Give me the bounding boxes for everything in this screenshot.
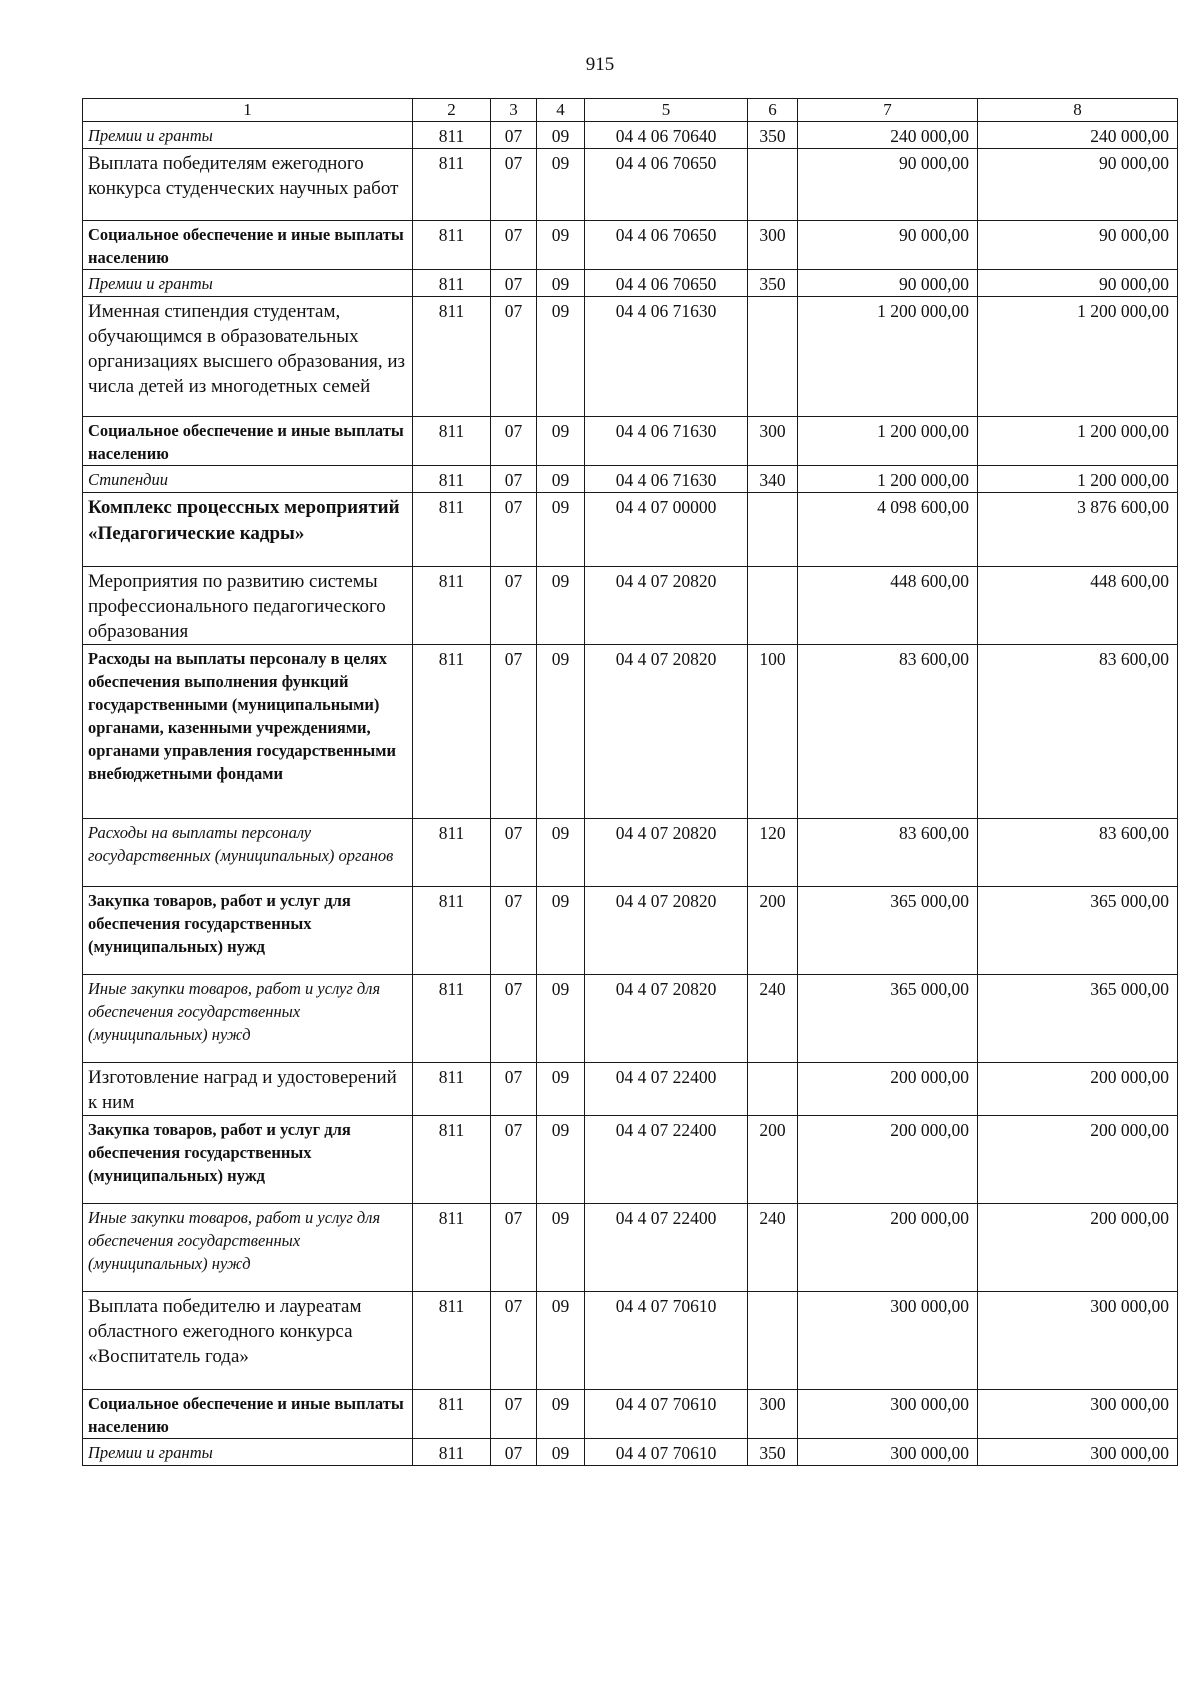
row-name-cell: Иные закупки товаров, работ и услуг для обеспечения государственных (муниципальных) нужд bbox=[83, 975, 413, 1063]
column-header: 1 bbox=[83, 99, 413, 122]
row-name-cell: Социальное обеспечение и иные выплаты населению bbox=[83, 1390, 413, 1439]
row-section-cell: 07 bbox=[491, 1439, 537, 1466]
row-expense-type-cell bbox=[748, 1292, 798, 1390]
row-name-cell: Расходы на выплаты персоналу в целях обеспечения выполнения функций государственными (муниципальными) органами, казенными учреждениями, органами управления государственными внебюджетными фондами bbox=[83, 645, 413, 819]
row-code-cell: 811 bbox=[413, 1439, 491, 1466]
row-section-cell: 07 bbox=[491, 1116, 537, 1204]
row-subsection-cell: 09 bbox=[537, 466, 585, 493]
row-expense-type-cell bbox=[748, 493, 798, 567]
table-row bbox=[83, 1063, 1178, 1116]
row-target-article-cell: 04 4 06 70650 bbox=[585, 149, 748, 221]
row-target-article-cell: 04 4 06 71630 bbox=[585, 417, 748, 466]
column-header: 6 bbox=[748, 99, 798, 122]
page-number: 915 bbox=[585, 54, 615, 75]
row-amount-cell: 300 000,00 bbox=[978, 1292, 1178, 1390]
row-subsection-cell: 09 bbox=[537, 1204, 585, 1292]
row-amount-cell: 1 200 000,00 bbox=[978, 297, 1178, 417]
row-section-cell: 07 bbox=[491, 297, 537, 417]
row-name-cell: Премии и гранты bbox=[83, 270, 413, 297]
row-target-article-cell: 04 4 07 22400 bbox=[585, 1063, 748, 1116]
row-amount-cell: 90 000,00 bbox=[798, 149, 978, 221]
table-row bbox=[83, 466, 1178, 493]
column-header: 4 bbox=[537, 99, 585, 122]
table-row bbox=[83, 887, 1178, 975]
row-subsection-cell: 09 bbox=[537, 417, 585, 466]
row-code-cell: 811 bbox=[413, 645, 491, 819]
row-code-cell: 811 bbox=[413, 270, 491, 297]
row-section-cell: 07 bbox=[491, 270, 537, 297]
row-subsection-cell: 09 bbox=[537, 1292, 585, 1390]
row-code-cell: 811 bbox=[413, 122, 491, 149]
row-code-cell: 811 bbox=[413, 887, 491, 975]
row-amount-cell: 83 600,00 bbox=[978, 645, 1178, 819]
row-section-cell: 07 bbox=[491, 466, 537, 493]
row-target-article-cell: 04 4 06 71630 bbox=[585, 466, 748, 493]
row-target-article-cell: 04 4 07 20820 bbox=[585, 975, 748, 1063]
row-subsection-cell: 09 bbox=[537, 645, 585, 819]
table-body bbox=[83, 99, 1178, 1466]
row-amount-cell: 365 000,00 bbox=[978, 975, 1178, 1063]
row-name-cell: Социальное обеспечение и иные выплаты населению bbox=[83, 417, 413, 466]
row-amount-cell: 200 000,00 bbox=[978, 1116, 1178, 1204]
row-code-cell: 811 bbox=[413, 1390, 491, 1439]
table-header-row bbox=[83, 99, 1178, 122]
row-amount-cell: 90 000,00 bbox=[978, 270, 1178, 297]
row-name-cell: Стипендии bbox=[83, 466, 413, 493]
row-expense-type-cell: 300 bbox=[748, 1390, 798, 1439]
row-expense-type-cell bbox=[748, 1063, 798, 1116]
row-subsection-cell: 09 bbox=[537, 221, 585, 270]
row-code-cell: 811 bbox=[413, 819, 491, 887]
row-amount-cell: 83 600,00 bbox=[978, 819, 1178, 887]
row-section-cell: 07 bbox=[491, 1204, 537, 1292]
row-expense-type-cell: 340 bbox=[748, 466, 798, 493]
row-subsection-cell: 09 bbox=[537, 975, 585, 1063]
row-name-cell: Закупка товаров, работ и услуг для обеспечения государственных (муниципальных) нужд bbox=[83, 887, 413, 975]
row-name-cell: Изготовление наград и удостоверений к ним bbox=[83, 1063, 413, 1116]
row-code-cell: 811 bbox=[413, 297, 491, 417]
row-amount-cell: 200 000,00 bbox=[978, 1204, 1178, 1292]
row-section-cell: 07 bbox=[491, 1292, 537, 1390]
row-section-cell: 07 bbox=[491, 149, 537, 221]
table-row bbox=[83, 1439, 1178, 1466]
row-name-cell: Премии и гранты bbox=[83, 122, 413, 149]
row-amount-cell: 200 000,00 bbox=[798, 1063, 978, 1116]
row-section-cell: 07 bbox=[491, 221, 537, 270]
row-amount-cell: 200 000,00 bbox=[798, 1204, 978, 1292]
row-target-article-cell: 04 4 07 70610 bbox=[585, 1439, 748, 1466]
table-row bbox=[83, 1390, 1178, 1439]
row-subsection-cell: 09 bbox=[537, 1063, 585, 1116]
column-header: 7 bbox=[798, 99, 978, 122]
table-row bbox=[83, 819, 1178, 887]
row-amount-cell: 83 600,00 bbox=[798, 819, 978, 887]
row-section-cell: 07 bbox=[491, 975, 537, 1063]
row-code-cell: 811 bbox=[413, 466, 491, 493]
table-row bbox=[83, 493, 1178, 567]
table-row bbox=[83, 122, 1178, 149]
row-expense-type-cell: 240 bbox=[748, 1204, 798, 1292]
row-amount-cell: 300 000,00 bbox=[978, 1439, 1178, 1466]
row-target-article-cell: 04 4 07 70610 bbox=[585, 1390, 748, 1439]
row-amount-cell: 90 000,00 bbox=[978, 149, 1178, 221]
row-target-article-cell: 04 4 06 71630 bbox=[585, 297, 748, 417]
row-amount-cell: 365 000,00 bbox=[798, 887, 978, 975]
row-target-article-cell: 04 4 07 20820 bbox=[585, 645, 748, 819]
row-target-article-cell: 04 4 07 20820 bbox=[585, 567, 748, 645]
row-name-cell: Премии и гранты bbox=[83, 1439, 413, 1466]
row-expense-type-cell: 350 bbox=[748, 270, 798, 297]
row-amount-cell: 90 000,00 bbox=[798, 221, 978, 270]
row-section-cell: 07 bbox=[491, 493, 537, 567]
row-subsection-cell: 09 bbox=[537, 1390, 585, 1439]
table-row bbox=[83, 270, 1178, 297]
row-name-cell: Иные закупки товаров, работ и услуг для обеспечения государственных (муниципальных) нужд bbox=[83, 1204, 413, 1292]
table-row bbox=[83, 297, 1178, 417]
budget-table bbox=[82, 98, 1178, 1466]
row-amount-cell: 365 000,00 bbox=[978, 887, 1178, 975]
row-amount-cell: 83 600,00 bbox=[798, 645, 978, 819]
table-row bbox=[83, 567, 1178, 645]
row-code-cell: 811 bbox=[413, 1292, 491, 1390]
row-subsection-cell: 09 bbox=[537, 819, 585, 887]
row-amount-cell: 240 000,00 bbox=[978, 122, 1178, 149]
row-name-cell: Мероприятия по развитию системы профессионального педагогического образования bbox=[83, 567, 413, 645]
row-expense-type-cell: 200 bbox=[748, 887, 798, 975]
row-target-article-cell: 04 4 06 70640 bbox=[585, 122, 748, 149]
row-amount-cell: 200 000,00 bbox=[978, 1063, 1178, 1116]
row-amount-cell: 3 876 600,00 bbox=[978, 493, 1178, 567]
row-target-article-cell: 04 4 06 70650 bbox=[585, 221, 748, 270]
row-section-cell: 07 bbox=[491, 1390, 537, 1439]
row-amount-cell: 1 200 000,00 bbox=[798, 417, 978, 466]
row-expense-type-cell: 240 bbox=[748, 975, 798, 1063]
row-subsection-cell: 09 bbox=[537, 1116, 585, 1204]
row-amount-cell: 300 000,00 bbox=[798, 1292, 978, 1390]
column-header: 2 bbox=[413, 99, 491, 122]
row-amount-cell: 300 000,00 bbox=[978, 1390, 1178, 1439]
row-name-cell: Комплекс процессных мероприятий «Педагогические кадры» bbox=[83, 493, 413, 567]
row-amount-cell: 1 200 000,00 bbox=[798, 466, 978, 493]
table-row bbox=[83, 417, 1178, 466]
row-name-cell: Выплата победителям ежегодного конкурса студенческих научных работ bbox=[83, 149, 413, 221]
row-target-article-cell: 04 4 07 20820 bbox=[585, 819, 748, 887]
row-amount-cell: 365 000,00 bbox=[798, 975, 978, 1063]
row-amount-cell: 1 200 000,00 bbox=[978, 417, 1178, 466]
row-code-cell: 811 bbox=[413, 149, 491, 221]
row-amount-cell: 4 098 600,00 bbox=[798, 493, 978, 567]
row-amount-cell: 200 000,00 bbox=[798, 1116, 978, 1204]
row-section-cell: 07 bbox=[491, 567, 537, 645]
row-amount-cell: 240 000,00 bbox=[798, 122, 978, 149]
row-name-cell: Расходы на выплаты персоналу государственных (муниципальных) органов bbox=[83, 819, 413, 887]
column-header: 8 bbox=[978, 99, 1178, 122]
table-row bbox=[83, 149, 1178, 221]
row-name-cell: Социальное обеспечение и иные выплаты населению bbox=[83, 221, 413, 270]
table-row bbox=[83, 1204, 1178, 1292]
row-code-cell: 811 bbox=[413, 1116, 491, 1204]
row-target-article-cell: 04 4 07 20820 bbox=[585, 887, 748, 975]
row-subsection-cell: 09 bbox=[537, 297, 585, 417]
row-code-cell: 811 bbox=[413, 1204, 491, 1292]
row-name-cell: Выплата победителю и лауреатам областного ежегодного конкурса «Воспитатель года» bbox=[83, 1292, 413, 1390]
column-header: 3 bbox=[491, 99, 537, 122]
row-subsection-cell: 09 bbox=[537, 567, 585, 645]
row-subsection-cell: 09 bbox=[537, 1439, 585, 1466]
row-expense-type-cell: 100 bbox=[748, 645, 798, 819]
row-expense-type-cell bbox=[748, 567, 798, 645]
row-section-cell: 07 bbox=[491, 887, 537, 975]
row-target-article-cell: 04 4 07 70610 bbox=[585, 1292, 748, 1390]
row-name-cell: Именная стипендия студентам, обучающимся в образовательных организациях высшего образования, из числа детей из многодетных семей bbox=[83, 297, 413, 417]
column-header: 5 bbox=[585, 99, 748, 122]
row-code-cell: 811 bbox=[413, 417, 491, 466]
row-code-cell: 811 bbox=[413, 1063, 491, 1116]
row-expense-type-cell: 300 bbox=[748, 221, 798, 270]
table-row bbox=[83, 221, 1178, 270]
row-target-article-cell: 04 4 07 22400 bbox=[585, 1116, 748, 1204]
row-amount-cell: 1 200 000,00 bbox=[978, 466, 1178, 493]
row-target-article-cell: 04 4 07 00000 bbox=[585, 493, 748, 567]
row-section-cell: 07 bbox=[491, 122, 537, 149]
row-expense-type-cell: 200 bbox=[748, 1116, 798, 1204]
row-section-cell: 07 bbox=[491, 819, 537, 887]
row-subsection-cell: 09 bbox=[537, 270, 585, 297]
row-name-cell: Закупка товаров, работ и услуг для обеспечения государственных (муниципальных) нужд bbox=[83, 1116, 413, 1204]
row-amount-cell: 300 000,00 bbox=[798, 1390, 978, 1439]
row-subsection-cell: 09 bbox=[537, 887, 585, 975]
row-expense-type-cell bbox=[748, 149, 798, 221]
row-amount-cell: 300 000,00 bbox=[798, 1439, 978, 1466]
row-amount-cell: 1 200 000,00 bbox=[798, 297, 978, 417]
row-amount-cell: 90 000,00 bbox=[978, 221, 1178, 270]
row-expense-type-cell: 120 bbox=[748, 819, 798, 887]
row-subsection-cell: 09 bbox=[537, 122, 585, 149]
row-amount-cell: 448 600,00 bbox=[978, 567, 1178, 645]
row-expense-type-cell: 300 bbox=[748, 417, 798, 466]
table-row bbox=[83, 1292, 1178, 1390]
row-expense-type-cell: 350 bbox=[748, 122, 798, 149]
row-target-article-cell: 04 4 07 22400 bbox=[585, 1204, 748, 1292]
row-code-cell: 811 bbox=[413, 221, 491, 270]
table-row bbox=[83, 975, 1178, 1063]
row-subsection-cell: 09 bbox=[537, 493, 585, 567]
row-target-article-cell: 04 4 06 70650 bbox=[585, 270, 748, 297]
row-subsection-cell: 09 bbox=[537, 149, 585, 221]
row-code-cell: 811 bbox=[413, 493, 491, 567]
row-code-cell: 811 bbox=[413, 975, 491, 1063]
row-expense-type-cell: 350 bbox=[748, 1439, 798, 1466]
row-amount-cell: 90 000,00 bbox=[798, 270, 978, 297]
row-amount-cell: 448 600,00 bbox=[798, 567, 978, 645]
row-section-cell: 07 bbox=[491, 417, 537, 466]
row-section-cell: 07 bbox=[491, 645, 537, 819]
table-row bbox=[83, 645, 1178, 819]
table-row bbox=[83, 1116, 1178, 1204]
row-code-cell: 811 bbox=[413, 567, 491, 645]
row-expense-type-cell bbox=[748, 297, 798, 417]
row-section-cell: 07 bbox=[491, 1063, 537, 1116]
